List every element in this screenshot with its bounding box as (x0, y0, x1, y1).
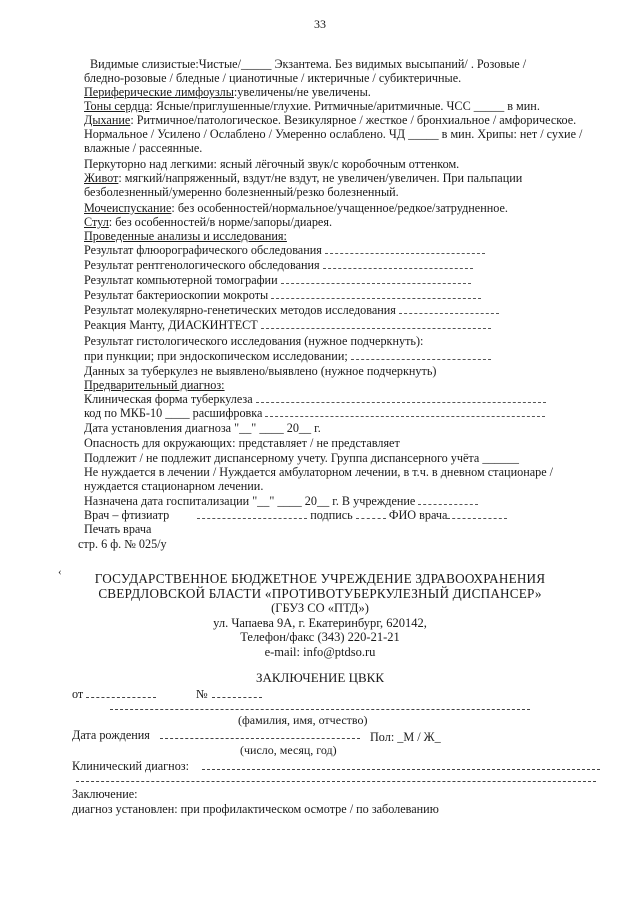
fluoro-label: Результат флюорографического обследования (84, 243, 322, 257)
stool-label: Стул (84, 215, 109, 229)
fio-caption: (фамилия, имя, отчество) (238, 713, 368, 727)
stamp-line: Печать врача (84, 522, 152, 536)
conclusion-title: ЗАКЛЮЧЕНИЕ ЦВКК (255, 670, 384, 685)
breath-line-2: Нормальное / Усилено / Ослаблено / Умеренно ослаблено. ЧД _____ в мин. Хрипы: нет / сухие / (84, 127, 583, 141)
puncture-line (84, 349, 491, 363)
diagnosis-header: Предварительный диагноз: (84, 378, 225, 392)
clinical-form-fill (256, 392, 546, 403)
heart-value: : Ясные/приглушенные/глухие. Ритмичные/аритмичные. ЧСС _____ в мин. (149, 99, 540, 113)
bacterio-label: Результат бактериоскопии мокроты (84, 288, 269, 302)
xray-line (84, 258, 473, 272)
institution-phone: Телефон/факс (343) 220-21-21 (240, 630, 400, 644)
birth-fill (160, 738, 360, 739)
hospital-date-line (84, 494, 478, 508)
clinical-form-label: Клиническая форма туберкулеза (84, 392, 253, 406)
abdomen-value: : мягкий/напряженный, вздут/не вздут, не увеличен/увеличен. При пальпации (118, 171, 523, 185)
conclusion-label: Заключение: (72, 787, 138, 801)
number-fill (212, 697, 262, 698)
institution-email: e-mail: info@ptdso.ru (264, 645, 376, 659)
clinical-form-line (84, 392, 546, 406)
abdomen-label: Живот (84, 171, 119, 185)
percussion-label: Перкуторно над легкими (84, 157, 214, 171)
mantoux-fill (261, 318, 491, 329)
breath-line-3: влажные / рассеянные. (84, 141, 203, 155)
abdomen-line (84, 171, 522, 185)
ct-label: Результат компьютерной томографии (84, 273, 278, 287)
histo-line: Результат гистологического исследования (нужное подчеркнуть): (84, 334, 424, 348)
danger-line: Опасность для окружающих: представляет / не представляет (84, 436, 400, 450)
form-ref: стр. 6 ф. № 025/у (78, 537, 167, 551)
institution-address: ул. Чапаева 9А, г. Екатеринбург, 620142, (213, 616, 427, 630)
bacterio-line (84, 288, 481, 302)
tb-data-line: Данных за туберкулез не выявлено/выявлено (нужное подчеркнуть) (84, 364, 437, 378)
mantoux-label: Реакция Манту, ДИАСКИНТЕСТ (84, 318, 258, 332)
puncture-fill (351, 349, 491, 360)
signature-label: подпись (310, 508, 353, 522)
bacterio-fill (271, 288, 481, 299)
percussion-value: : ясный лёгочный звук/с коробочным оттенком. (213, 157, 460, 171)
treatment-line-2: нуждается стационарном лечении. (84, 479, 264, 493)
ct-line (84, 273, 471, 287)
sex-field: Пол: _М / Ж_ (370, 730, 441, 744)
hospital-fill (418, 494, 478, 505)
lymph-line (84, 85, 371, 99)
hospital-date-label: Назначена дата госпитализации "__" ____ 20__ г. В учреждение (84, 494, 416, 508)
scan-mark: ‹ (58, 566, 62, 578)
fio-fill (110, 709, 530, 710)
fluoro-fill (325, 243, 485, 254)
signature-fill (356, 508, 386, 519)
page-number: 33 (314, 17, 326, 31)
heart-label: Тоны сердца (84, 99, 150, 113)
date-caption: (число, месяц, год) (240, 743, 337, 757)
breath-line (84, 113, 576, 127)
heart-line (84, 99, 540, 113)
puncture-label: при пункции; при эндоскопическом исследовании; (84, 349, 348, 363)
date-set-line: Дата установления диагноза "__" ____ 20__ г. (84, 421, 321, 435)
fio-doctor-label: ФИО врача (388, 508, 448, 522)
clinical-diag-fill-2 (76, 781, 596, 782)
birth-label: Дата рождения (72, 728, 150, 742)
percussion-line (84, 157, 459, 171)
doctor-label: Врач – фтизиатр (84, 508, 170, 522)
doctor-line (84, 508, 507, 522)
doctor-fill (197, 508, 307, 519)
from-label: от (72, 687, 84, 701)
stool-line (84, 215, 332, 229)
tests-header: Проведенные анализы и исследования: (84, 229, 287, 243)
mucosa-line: Видимые слизистые:Чистые/_____ Экзантема. Без видимых высыпаний/ . Розовые / (90, 57, 527, 71)
molecular-label: Результат молекулярно-генетических методов исследования (84, 303, 396, 317)
molecular-fill (399, 303, 499, 314)
fio-doctor-fill (447, 508, 507, 519)
fluoro-line (84, 243, 485, 257)
icd-fill (265, 406, 545, 417)
urination-value: : без особенностей/нормальное/учащенное/редкое/затрудненное. (171, 201, 508, 215)
xray-label: Результат рентгенологического обследования (84, 258, 320, 272)
institution-line-2: СВЕРДЛОВСКОЙ БЛАСТИ «ПРОТИВОТУБЕРКУЛЕЗНЫЙ ДИСПАНСЕР» (98, 586, 542, 601)
ct-fill (281, 273, 471, 284)
molecular-line (84, 303, 499, 317)
xray-fill (323, 258, 473, 269)
treatment-line: Не нуждается в лечении / Нуждается амбулаторном лечении, в т.ч. в дневном стационаре / (84, 465, 554, 479)
urination-line (84, 201, 508, 215)
mantoux-line (84, 318, 491, 332)
dispensary-line: Подлежит / не подлежит диспансерному учету. Группа диспансерного учёта ______ (84, 451, 519, 465)
established-line: диагноз установлен: при профилактическом осмотре / по заболеванию (72, 802, 439, 816)
from-fill (86, 697, 156, 698)
icd-label: код по МКБ-10 ____ расшифровка (84, 406, 263, 420)
icd-line (84, 406, 545, 420)
lymph-value: :увеличены/не увеличены. (233, 85, 371, 99)
number-label: № (196, 687, 208, 701)
breath-label: Дыхание (84, 113, 131, 127)
institution-line-3: (ГБУЗ СО «ПТД») (271, 601, 369, 615)
stool-value: : без особенностей/в норме/запоры/диарея. (108, 215, 332, 229)
institution-line-1: ГОСУДАРСТВЕННОЕ БЮДЖЕТНОЕ УЧРЕЖДЕНИЕ ЗДРАВООХРАНЕНИЯ (94, 571, 546, 586)
mucosa-line-2: бледно-розовые / бледные / цианотичные / иктеричные / субиктеричные. (84, 71, 462, 85)
lymph-label: Периферические лимфоузлы (84, 85, 234, 99)
clinical-diag-fill-1 (202, 769, 600, 770)
urination-label: Мочеиспускание (84, 201, 172, 215)
abdomen-line-2: безболезненный/умеренно болезненный/резко болезненный. (84, 185, 399, 199)
clinical-diag-label: Клинический диагноз: (72, 759, 189, 773)
breath-value: : Ритмичное/патологическое. Везикулярное / жесткое / бронхиальное / амфорическое. (130, 113, 577, 127)
